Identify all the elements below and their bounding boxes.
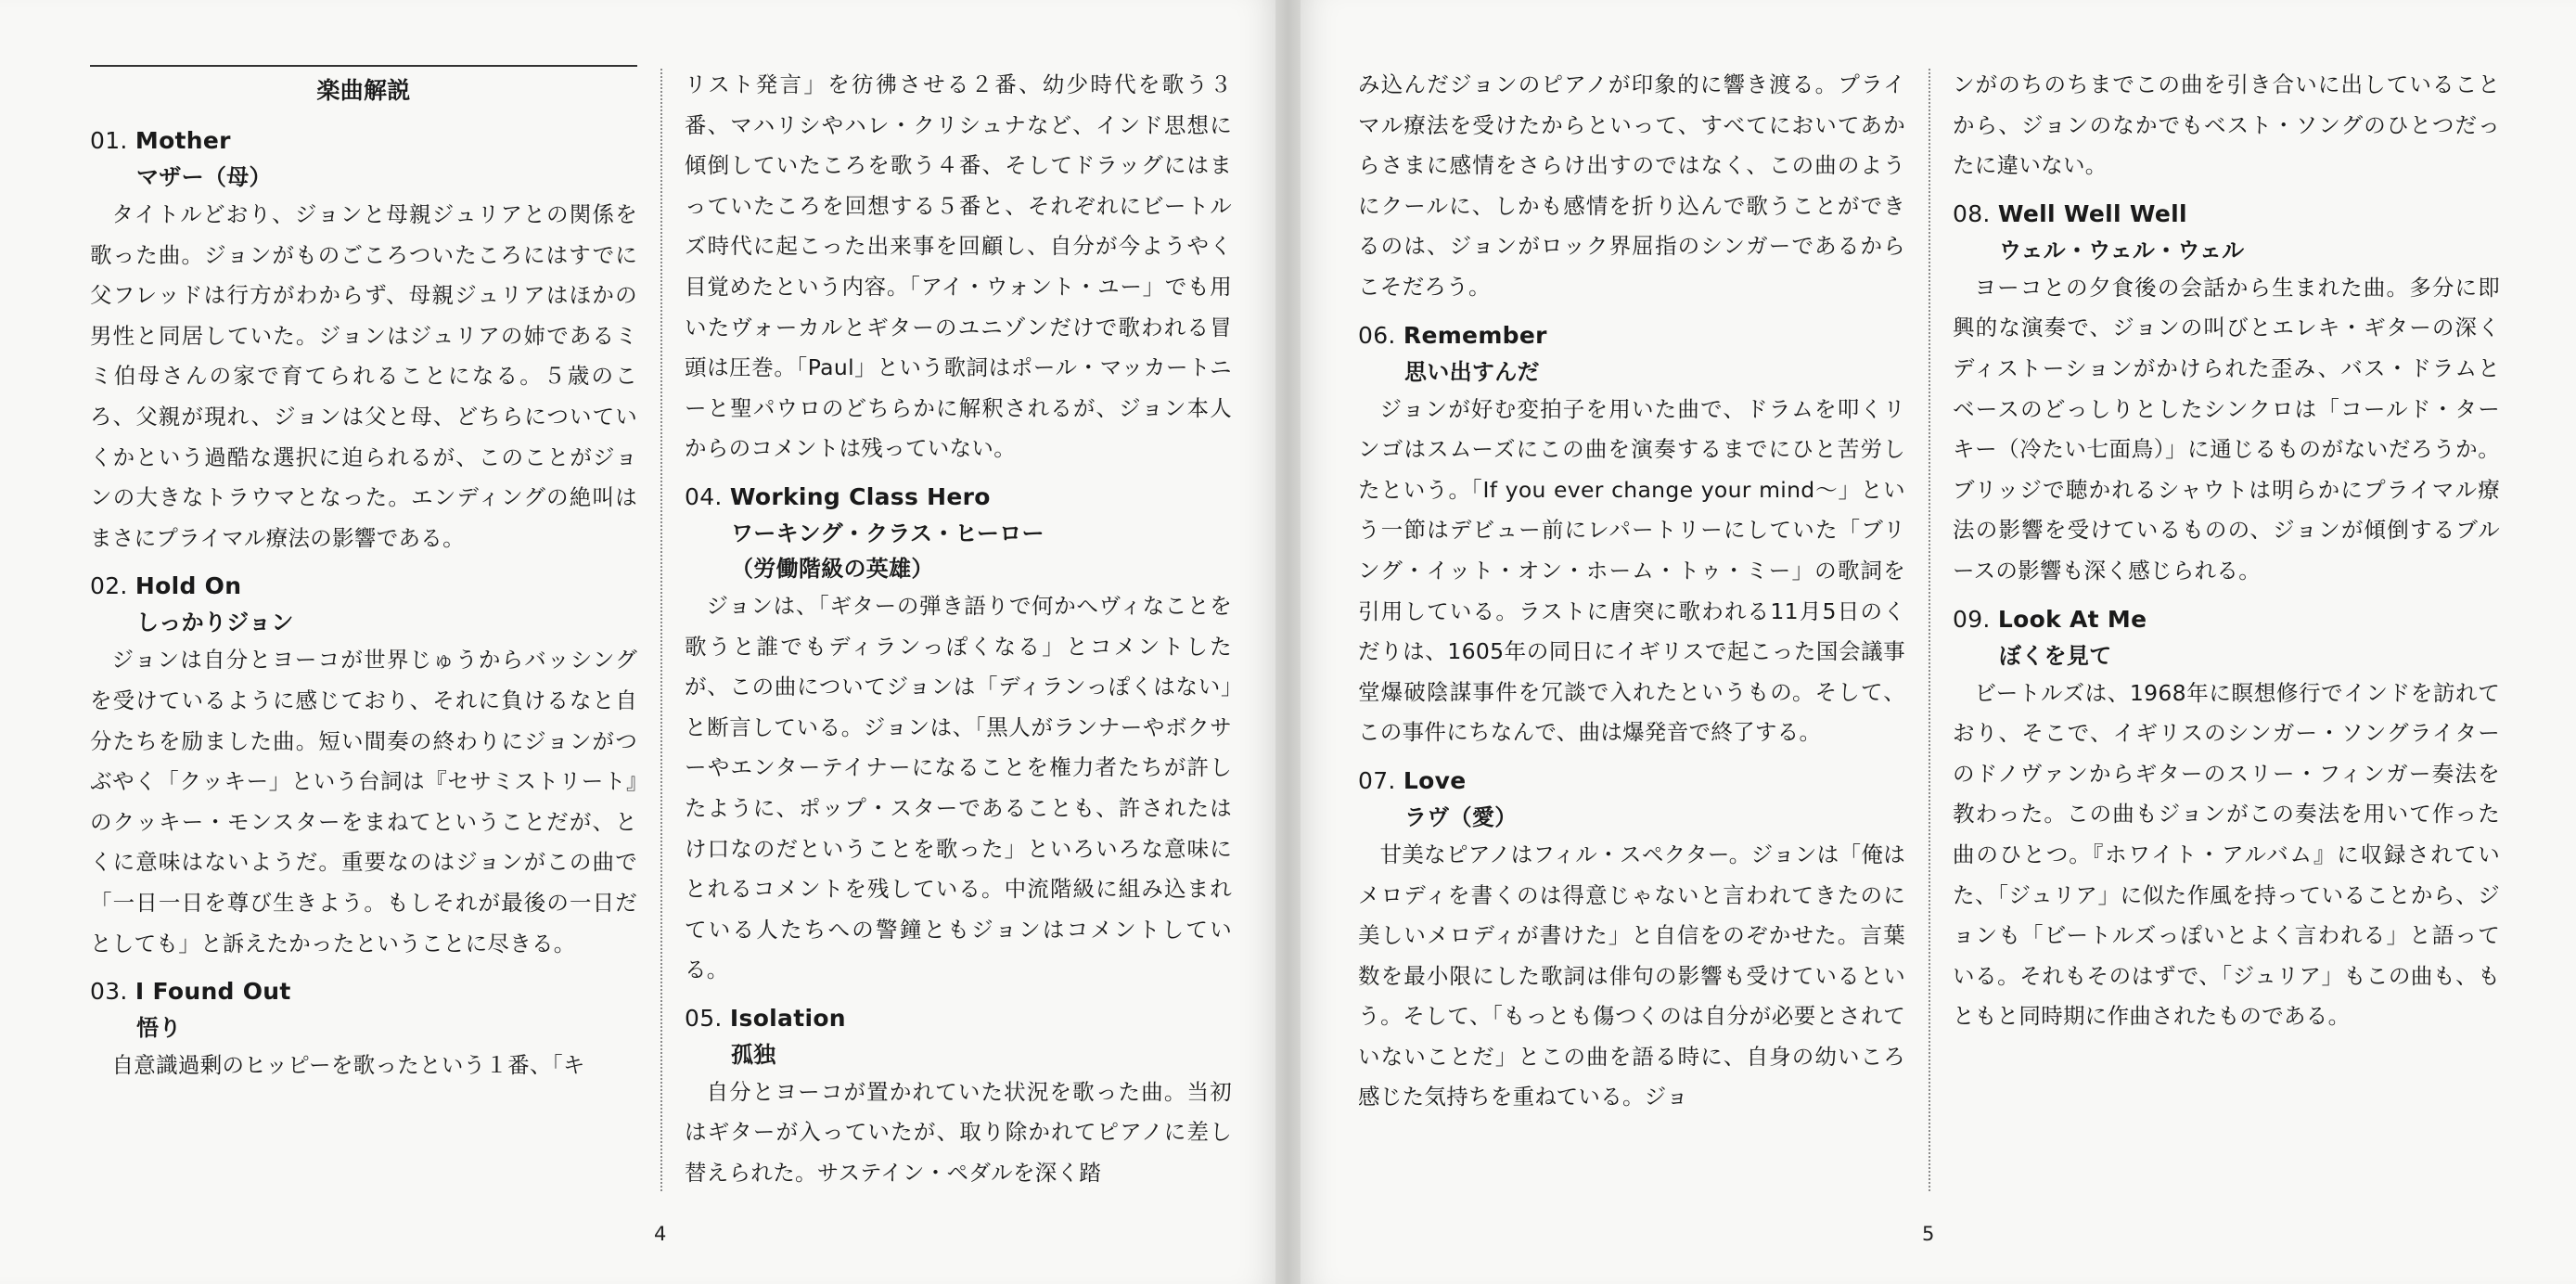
section-title: 楽曲解説 bbox=[90, 65, 637, 113]
track-jp-title-07: ラヴ（愛） bbox=[1404, 803, 1518, 830]
track-jp-title-01: マザー（母） bbox=[136, 164, 272, 190]
page-number-left: 4 bbox=[654, 1223, 667, 1245]
right-page bbox=[1301, 0, 2576, 1284]
track-text-09: ビートルズは、1968年に瞑想修行でインドを訪れており、そこで、イギリスのシンガー・ソングライターのドノヴァンからギターのスリー・フィンガー奏法を教わった。この曲もジョンがこの奏法を用いて作った曲のひとつ。『ホワイト・アルバム』に収録されていた、「ジュリア」に似た作風を持っていることから、ジョンも「ビートルズっぽいとよく言われる」と語っている。それもそのはずで、「ジュリア」もこの曲も、もともと同時期に作曲されたものである。 bbox=[1953, 679, 2500, 1030]
track-text-05-continued: み込んだジョンのピアノが印象的に響き渡る。プライマル療法を受けたからといって、すべてにおいてあからさまに感情をさらけ出すのではなく、この曲のようにクールに、しかも感情を折り込んで歌うことができるのは、ジョンがロック界屈指のシンガーであるからこそだろう。 bbox=[1358, 71, 1905, 300]
column-1 bbox=[90, 65, 637, 1086]
column-divider-right bbox=[1929, 69, 1930, 1191]
track-heading-09: 09. Look At Me bbox=[1953, 605, 2147, 633]
track-heading-01: 01. Mother bbox=[90, 127, 231, 154]
track-text-05: 自分とヨーコが置かれていた状況を歌った曲。当初はギターが入っていたが、取り除かれてピアノに差し替えられた。サステイン・ペダルを深く踏 bbox=[685, 1078, 1232, 1187]
track-text-03: 自意識過剰のヒッピーを歌ったという１番、「キ bbox=[111, 1052, 585, 1079]
track-heading-07: 07. Love bbox=[1358, 766, 1467, 794]
column-4 bbox=[1953, 65, 2500, 1037]
track-heading-08: 08. Well Well Well bbox=[1953, 199, 2187, 227]
track-text-01: タイトルどおり、ジョンと母親ジュリアとの関係を歌った曲。ジョンがものごころついたころにはすでに父フレッドは行方がわからず、母親ジュリアはほかの男性と同居していた。ジョンはジュリアの姉であるミミ伯母さんの家で育てられることになる。５歳のころ、父親が現れ、ジョンは父と母、どちらについていくかという過酷な選択に迫られるが、このことがジョンの大きなトラウマとなった。エンディングの絶叫はまさにプライマル療法の影響である。 bbox=[90, 201, 637, 551]
track-heading-02: 02. Hold On bbox=[90, 572, 242, 600]
left-page bbox=[0, 0, 1275, 1284]
column-2 bbox=[685, 65, 1232, 1194]
track-text-07-continued: ンがのちのちまでこの曲を引き合いに出していることから、ジョンのなかでもベスト・ソングのひとつだったに違いない。 bbox=[1953, 71, 2500, 179]
track-jp-title-04: ワーキング・クラス・ヒーロー bbox=[731, 520, 1044, 546]
track-text-06: ジョンが好む変拍子を用いた曲で、ドラムを叩くリンゴはスムーズにこの曲を演奏するまでにひと苦労したという。「If you ever change your mind～」という一節はデビュー前にレパートリーにしていた「ブリング・イット・オン・ホーム・トゥ・ミー」の歌詞を引用している。ラストに唐突に歌われる11月5日のくだりは、1605年の同日にイギリスで起こった国会議事堂爆破陰謀事件を冗談で入れたというもの。そして、この事件にちなんで、曲は爆発音で終了する。 bbox=[1358, 395, 1905, 746]
track-heading-03: 03. I Found Out bbox=[90, 978, 291, 1006]
track-text-04: ジョンは、「ギターの弾き語りで何かへヴィなことを歌うと誰でもディランっぽくなる」とコメントしたが、この曲についてジョンは「ディランっぽくはない」と断言している。ジョンは、「黒人がランナーやボクサーやエンターテイナーになることを権力者たちが許したように、ポップ・スターであることも、許されたはけ口なのだということを歌った」といろいろな意味にとれるコメントを残している。中流階級に組み込まれている人たちへの警鐘ともジョンはコメントしている。 bbox=[685, 592, 1232, 983]
column-divider bbox=[660, 69, 662, 1191]
track-jp-title-08: ウェル・ウェル・ウェル bbox=[1999, 237, 2245, 263]
track-text-03-continued: リスト発言」を彷彿させる２番、幼少時代を歌う３番、マハリシやハレ・クリシュナなど、インド思想に傾倒していたころを歌う４番、そしてドラッグにはまっていたころを回想する５番と、それぞれにビートルズ時代に起こった出来事を回顧し、自分が今ようやく目覚めたという内容。「アイ・ウォント・ユー」でも用いたヴォーカルとギターのユニゾンだけで歌われる冒頭は圧巻。「Paul」という歌詞はポール・マッカートニーと聖パウロのどちらかに解釈されるが、ジョン本人からのコメントは残っていない。 bbox=[685, 71, 1232, 462]
track-jp-title-03: 悟り bbox=[136, 1015, 182, 1042]
track-jp-title-05: 孤独 bbox=[731, 1041, 776, 1068]
track-jp-title-09: ぼくを見て bbox=[1999, 642, 2112, 669]
track-jp-title-02: しっかりジョン bbox=[136, 610, 294, 636]
column-3 bbox=[1358, 65, 1905, 1118]
book-gutter bbox=[1275, 0, 1301, 1284]
track-text-07: 甘美なピアノはフィル・スペクター。ジョンは「俺はメロディを書くのは得意じゃないと言われてきたのに美しいメロディが書けた」と自信をのぞかせた。言葉数を最小限にした歌詞は俳句の影響も受けているという。そして、「もっとも傷つくのは自分が必要とされていないことだ」とこの曲を語る時に、自身の幼いころ感じた気持ちを重ねている。ジョ bbox=[1358, 841, 1905, 1111]
track-text-08: ヨーコとの夕食後の会話から生まれた曲。多分に即興的な演奏で、ジョンの叫びとエレキ・ギターの深くディストーションがかけられた歪み、バス・ドラムとベースのどっしりとしたシンクロは「コールド・ターキー（冷たい七面鳥）」に通じるものがないだろうか。ブリッジで聴かれるシャウトは明らかにプライマル療法の影響を受けているものの、ジョンが傾倒するブルースの影響も深く感じられる。 bbox=[1953, 274, 2500, 584]
track-jp-subtitle-04: （労働階級の英雄） bbox=[731, 555, 934, 582]
track-heading-06: 06. Remember bbox=[1358, 321, 1547, 349]
track-heading-05: 05. Isolation bbox=[685, 1004, 846, 1032]
track-jp-title-06: 思い出すんだ bbox=[1404, 358, 1540, 385]
track-text-02: ジョンは自分とヨーコが世界じゅうからバッシングを受けているように感じており、それに負けるなと自分たちを励ました曲。短い間奏の終わりにジョンがつぶやく「クッキー」という台詞は『セサミストリート』のクッキー・モンスターをまねてということだが、とくに意味はないようだ。重要なのはジョンがこの曲で「一日一日を尊び生きよう。もしそれが最後の一日だとしても」と訴えたかったということに尽きる。 bbox=[90, 647, 637, 957]
track-heading-04: 04. Working Class Hero bbox=[685, 482, 991, 510]
page-number-right: 5 bbox=[1922, 1223, 1935, 1245]
